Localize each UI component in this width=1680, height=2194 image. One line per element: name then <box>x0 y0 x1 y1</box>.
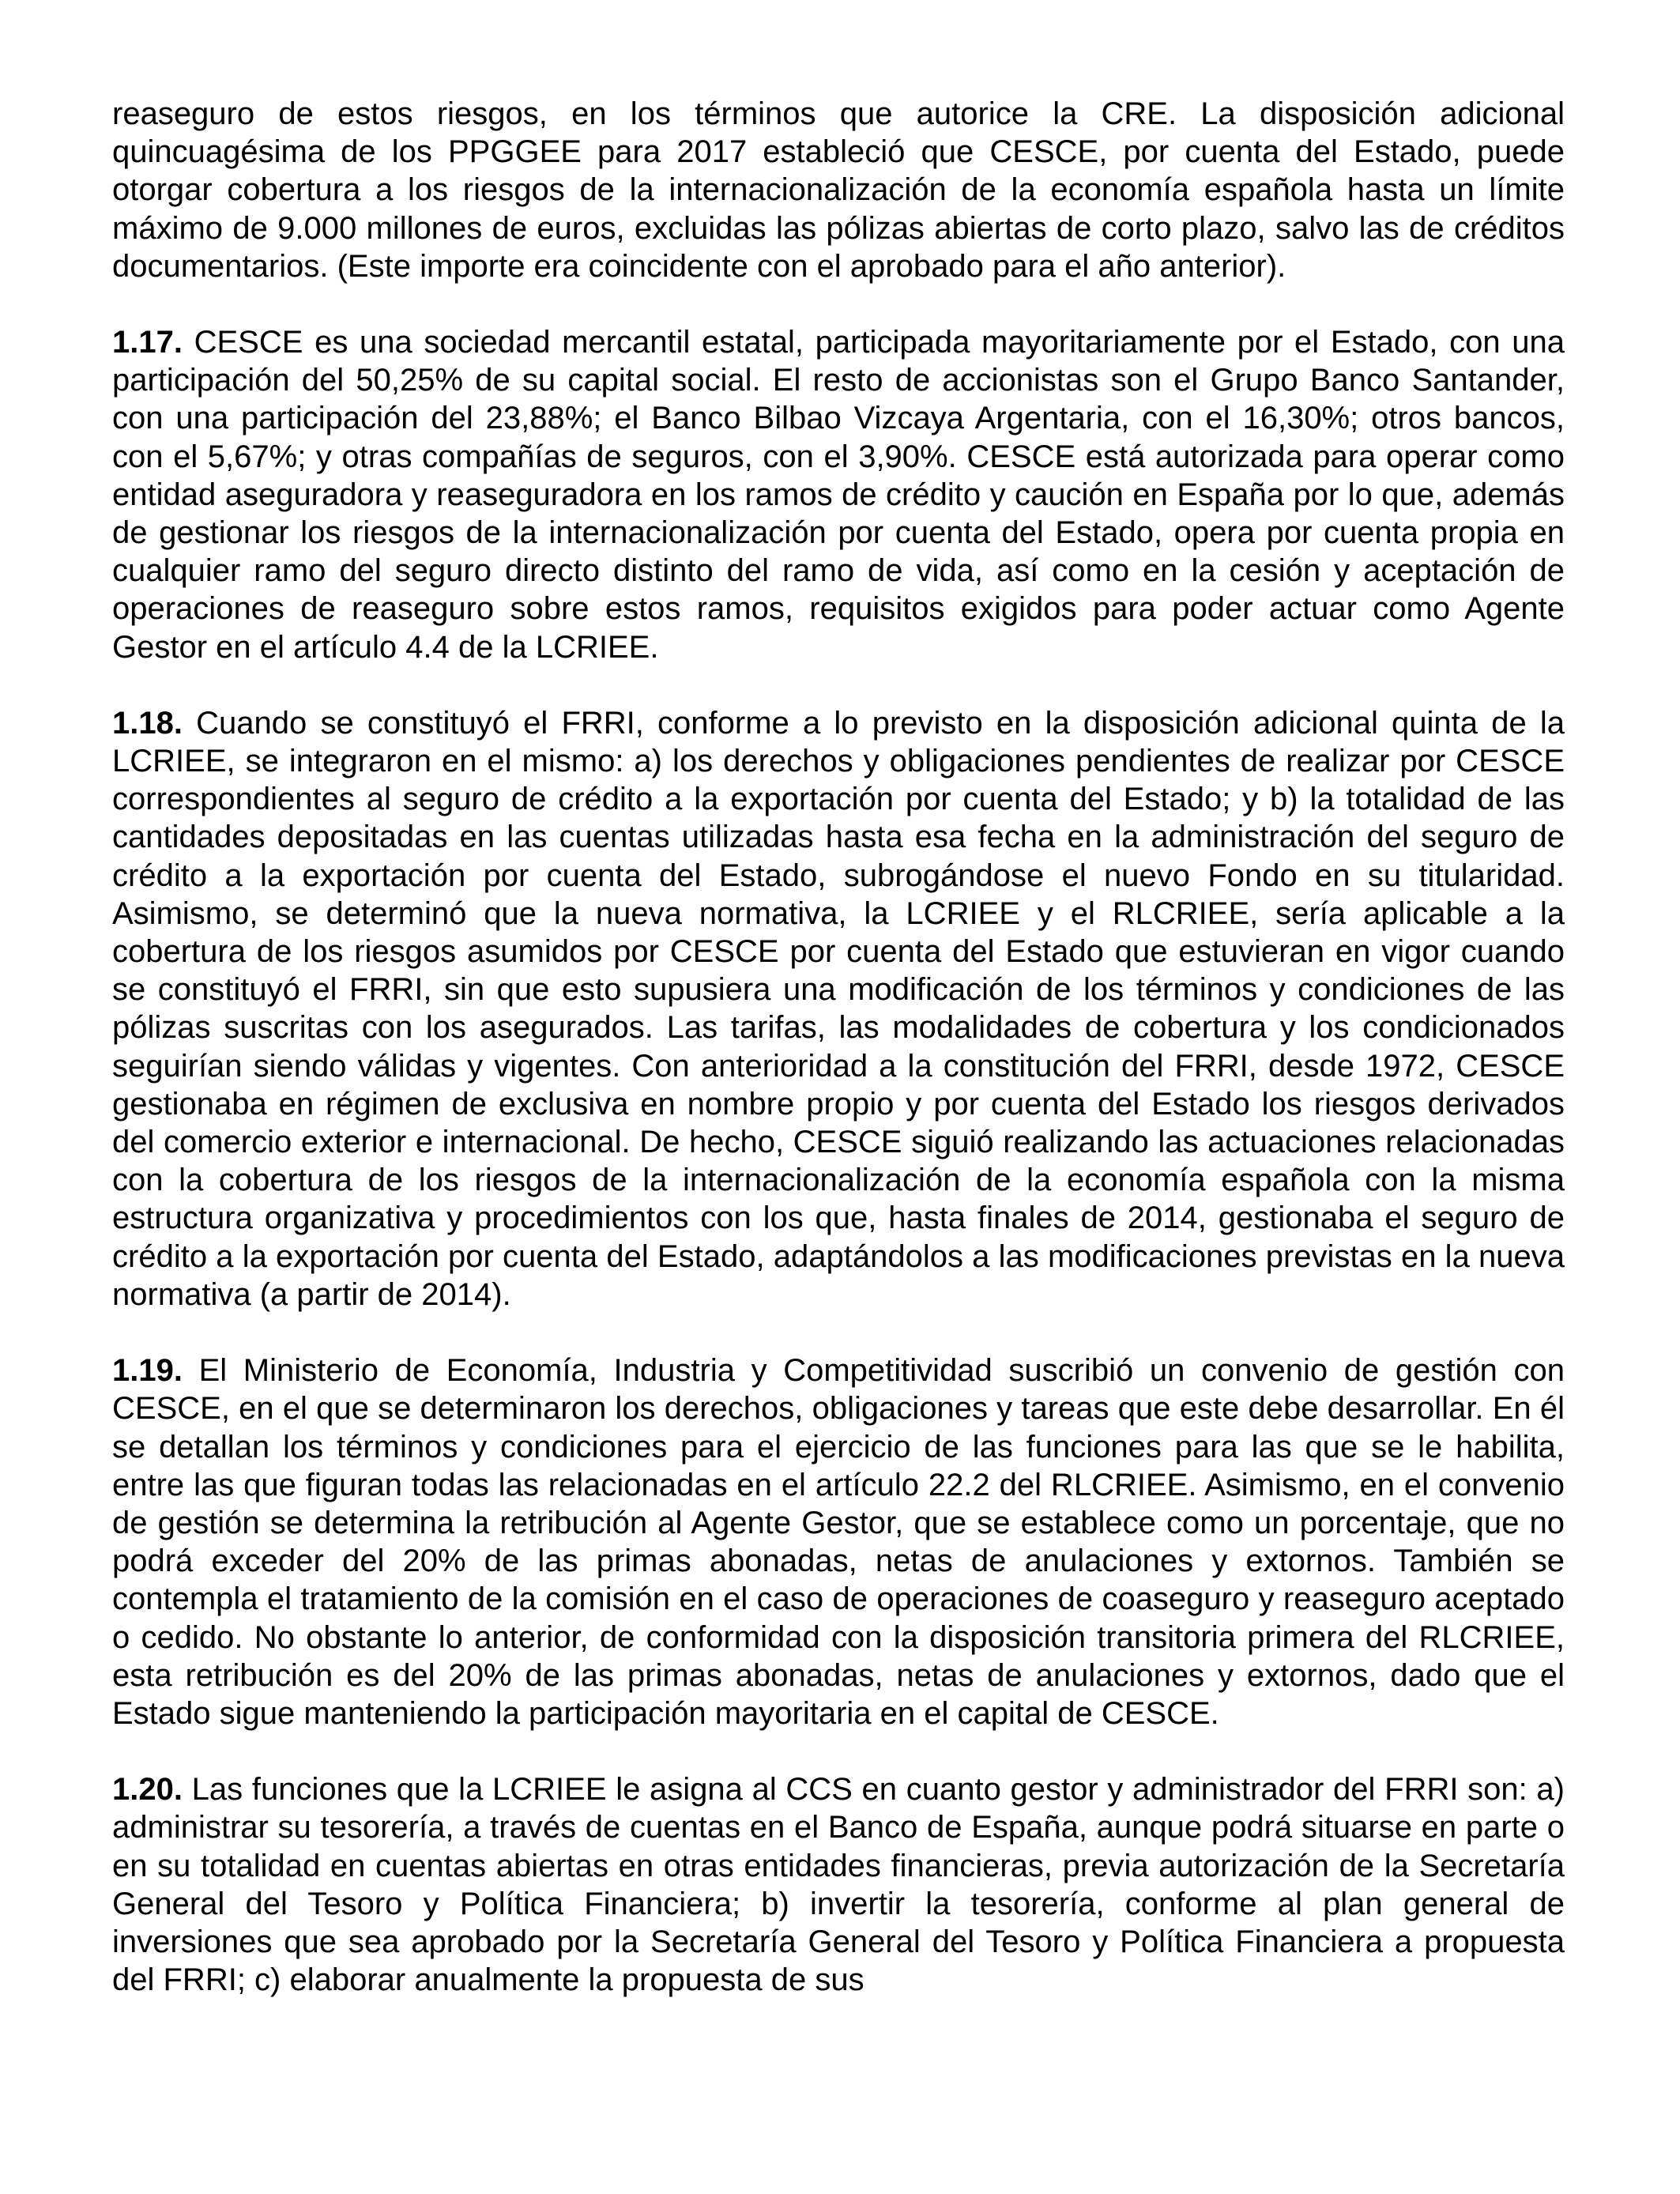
document-page <box>112 95 1565 2037</box>
paragraph-1-17 <box>112 323 1565 666</box>
paragraph-continuation <box>112 95 1565 285</box>
paragraph-number: 1.17. <box>112 325 183 360</box>
paragraph-text: CESCE es una sociedad mercantil estatal, participada mayoritariamente por el Estado, con una participación del 50,25% de su capital social. El resto de accionistas son el Grupo Banco Santander, con una participación del 23,88%; el Banco Bilbao Vizcaya Argentaria, con el 16,30%; otros bancos, con el 5,67%; y otras compañías de seguros, con el 3,90%. CESCE está autorizada para operar como entidad aseguradora y reaseguradora en los ramos de crédito y caución en España por lo que, además de gestionar los riesgos de la internacionalización por cuenta del Estado, opera por cuenta propia en cualquier ramo del seguro directo distinto del ramo de vida, así como en la cesión y aceptación de operaciones de reaseguro sobre estos ramos, requisitos exigidos para poder actuar como Agente Gestor en el artículo 4.4 de la LCRIEE. <box>112 325 1565 665</box>
paragraph-text: El Ministerio de Economía, Industria y Competitividad suscribió un convenio de gestión con CESCE, en el que se determinaron los derechos, obligaciones y tareas que este debe desarrollar. En él se detallan los términos y condiciones para el ejercicio de las funciones para las que se le habilita, entre las que figuran todas las relacionadas en el artículo 22.2 del RLCRIEE. Asimismo, en el convenio de gestión se determina la retribución al Agente Gestor, que se establece como un porcentaje, que no podrá exceder del 20% de las primas abonadas, netas de anulaciones y extornos. También se contempla el tratamiento de la comisión en el caso de operaciones de coaseguro y reaseguro aceptado o cedido. No obstante lo anterior, de conformidad con la disposición transitoria primera del RLCRIEE, esta retribución es del 20% de las primas abonadas, netas de anulaciones y extornos, dado que el Estado sigue manteniendo la participación mayoritaria en el capital de CESCE. <box>112 1353 1565 1731</box>
paragraph-number: 1.19. <box>112 1353 183 1389</box>
paragraph-text: reaseguro de estos riesgos, en los términos que autorice la CRE. La disposición adicional quincuagésima de los PPGGEE para 2017 estableció que CESCE, por cuenta del Estado, puede otorgar cobertura a los riesgos de la internacionalización de la economía española hasta un límite máximo de 9.000 millones de euros, excluidas las pólizas abiertas de corto plazo, salvo las de créditos documentarios. (Este importe era coincidente con el aprobado para el año anterior). <box>112 96 1565 284</box>
paragraph-text: Cuando se constituyó el FRRI, conforme a lo previsto en la disposición adicional quinta de la LCRIEE, se integraron en el mismo: a) los derechos y obligaciones pendientes de realizar por CESCE correspondientes al seguro de crédito a la exportación por cuenta del Estado; y b) la totalidad de las cantidades depositadas en las cuentas utilizadas hasta esa fecha en la administración del seguro de crédito a la exportación por cuenta del Estado, subrogándose el nuevo Fondo en su titularidad. Asimismo, se determinó que la nueva normativa, la LCRIEE y el RLCRIEE, sería aplicable a la cobertura de los riesgos asumidos por CESCE por cuenta del Estado que estuvieran en vigor cuando se constituyó el FRRI, sin que esto supusiera una modificación de los términos y condiciones de las pólizas suscritas con los asegurados. Las tarifas, las modalidades de cobertura y los condicionados seguirían siendo válidas y vigentes. Con anterioridad a la constitución del FRRI, desde 1972, CESCE gestionaba en régimen de exclusiva en nombre propio y por cuenta del Estado los riesgos derivados del comercio exterior e internacional. De hecho, CESCE siguió realizando las actuaciones relacionadas con la cobertura de los riesgos de la internacionalización de la economía española con la misma estructura organizativa y procedimientos con los que, hasta finales de 2014, gestionaba el seguro de crédito a la exportación por cuenta del Estado, adaptándolos a las modificaciones previstas en la nueva normativa (a partir de 2014). <box>112 705 1565 1312</box>
paragraph-1-19 <box>112 1351 1565 1732</box>
paragraph-number: 1.18. <box>112 705 183 741</box>
paragraph-1-20 <box>112 1770 1565 1999</box>
paragraph-text: Las funciones que la LCRIEE le asigna al CCS en cuanto gestor y administrador del FRRI son: a) administrar su tesorería, a través de cuentas en el Banco de España, aunque podrá situarse en parte o en su totalidad en cuentas abiertas en otras entidades financieras, previa autorización de la Secretaría General del Tesoro y Política Financiera; b) invertir la tesorería, conforme al plan general de inversiones que sea aprobado por la Secretaría General del Tesoro y Política Financiera a propuesta del FRRI; c) elaborar anualmente la propuesta de sus <box>112 1772 1565 1998</box>
paragraph-1-18 <box>112 704 1565 1314</box>
paragraph-number: 1.20. <box>112 1772 183 1808</box>
